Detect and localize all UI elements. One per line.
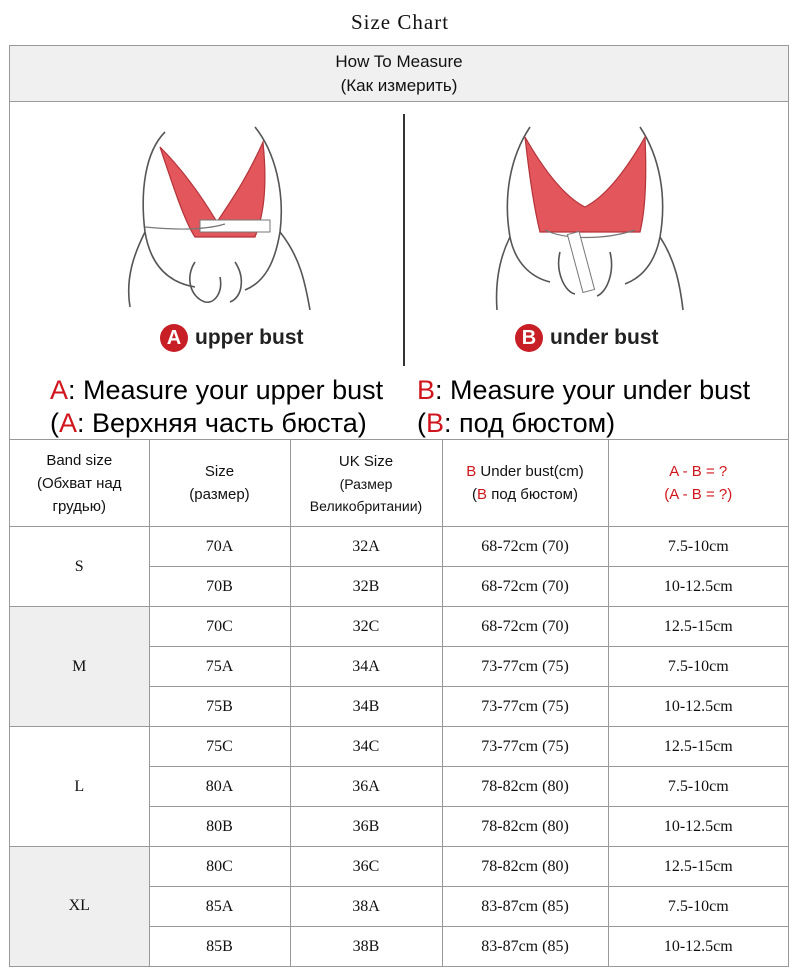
- size-cell: 80C: [149, 847, 290, 887]
- uk-size-cell: 36C: [290, 847, 442, 887]
- under-bust-cell: 83-87cm (85): [442, 927, 608, 967]
- uk-size-cell: 38A: [290, 887, 442, 927]
- header-difference: A - B = ? (A - B = ?): [608, 440, 788, 527]
- under-bust-label-row: [515, 324, 659, 352]
- size-cell: 75A: [149, 647, 290, 687]
- uk-size-cell: 32C: [290, 607, 442, 647]
- under-bust-illustration: [475, 112, 705, 312]
- difference-cell: 10-12.5cm: [608, 927, 788, 967]
- difference-cell: 7.5-10cm: [608, 887, 788, 927]
- table-header-row: [10, 440, 788, 527]
- under-bust-cell: 73-77cm (75): [442, 687, 608, 727]
- instr-b-ru-text: : под бюстом): [444, 408, 616, 438]
- instr-b-letter: B: [417, 375, 436, 405]
- under-bust-cell: 83-87cm (85): [442, 887, 608, 927]
- instr-a-text: : Measure your upper bust: [68, 375, 384, 405]
- difference-cell: 7.5-10cm: [608, 767, 788, 807]
- under-bust-cell: 73-77cm (75): [442, 727, 608, 767]
- under-bust-label: under bust: [550, 326, 659, 349]
- under-bust-cell: 78-82cm (80): [442, 847, 608, 887]
- difference-cell: 10-12.5cm: [608, 807, 788, 847]
- under-bust-cell: 68-72cm (70): [442, 527, 608, 567]
- under-bust-cell: 73-77cm (75): [442, 647, 608, 687]
- instr-a-ru-text: : Верхняя часть бюста): [77, 408, 367, 438]
- under-bust-cell: 78-82cm (80): [442, 767, 608, 807]
- table-row: [10, 847, 788, 887]
- instr-b-ru-open: (: [417, 408, 426, 438]
- uk-size-cell: 32B: [290, 567, 442, 607]
- how-to-measure-subtitle: (Как измерить): [340, 76, 458, 95]
- uk-size-cell: 36B: [290, 807, 442, 847]
- difference-cell: 7.5-10cm: [608, 527, 788, 567]
- band-size-cell: S: [10, 527, 149, 607]
- under-bust-cell: 68-72cm (70): [442, 607, 608, 647]
- under-bust-cell: 78-82cm (80): [442, 807, 608, 847]
- illustration-divider: [403, 114, 405, 366]
- size-cell: 70C: [149, 607, 290, 647]
- upper-bust-label: upper bust: [195, 326, 304, 349]
- table-row: [10, 607, 788, 647]
- difference-cell: 12.5-15cm: [608, 847, 788, 887]
- table-row: [10, 727, 788, 767]
- difference-cell: 10-12.5cm: [608, 567, 788, 607]
- uk-size-cell: 36A: [290, 767, 442, 807]
- upper-bust-illustration: [105, 112, 335, 312]
- size-cell: 80B: [149, 807, 290, 847]
- uk-size-cell: 38B: [290, 927, 442, 967]
- difference-cell: 12.5-15cm: [608, 607, 788, 647]
- how-to-measure-header: [10, 46, 788, 102]
- instr-a-ru-open: (: [50, 408, 59, 438]
- size-chart-frame: [9, 45, 789, 967]
- instr-b-ru-letter: B: [426, 408, 445, 438]
- upper-bust-label-row: [160, 324, 304, 352]
- badge-a-icon: A: [160, 324, 188, 352]
- instruction-b: [417, 374, 750, 440]
- size-cell: 75C: [149, 727, 290, 767]
- uk-size-cell: 34A: [290, 647, 442, 687]
- instr-a-letter: A: [50, 375, 69, 405]
- size-cell: 75B: [149, 687, 290, 727]
- header-uk-size: UK Size (Размер Великобритании): [290, 440, 442, 527]
- page-title: Size Chart: [350, 10, 450, 34]
- header-band-size: Band size (Обхват над грудью): [10, 440, 149, 527]
- table-row: [10, 527, 788, 567]
- size-table-body: [10, 527, 788, 967]
- size-table: [10, 440, 788, 967]
- difference-cell: 7.5-10cm: [608, 647, 788, 687]
- band-size-cell: XL: [10, 847, 149, 967]
- uk-size-cell: 32A: [290, 527, 442, 567]
- instr-b-text: : Measure your under bust: [435, 375, 751, 405]
- measure-illustration-area: [10, 102, 788, 440]
- how-to-measure-title: How To Measure: [335, 52, 463, 71]
- size-cell: 85A: [149, 887, 290, 927]
- difference-cell: 12.5-15cm: [608, 727, 788, 767]
- uk-size-cell: 34C: [290, 727, 442, 767]
- header-size: Size (размер): [149, 440, 290, 527]
- uk-size-cell: 34B: [290, 687, 442, 727]
- size-cell: 70B: [149, 567, 290, 607]
- band-size-cell: M: [10, 607, 149, 727]
- under-bust-cell: 68-72cm (70): [442, 567, 608, 607]
- difference-cell: 10-12.5cm: [608, 687, 788, 727]
- band-size-cell: L: [10, 727, 149, 847]
- instr-a-ru-letter: A: [59, 408, 78, 438]
- instruction-a: [50, 374, 383, 440]
- header-under-bust: B Under bust(cm) (B под бюстом): [442, 440, 608, 527]
- size-cell: 80A: [149, 767, 290, 807]
- size-cell: 85B: [149, 927, 290, 967]
- size-cell: 70A: [149, 527, 290, 567]
- badge-b-icon: B: [515, 324, 543, 352]
